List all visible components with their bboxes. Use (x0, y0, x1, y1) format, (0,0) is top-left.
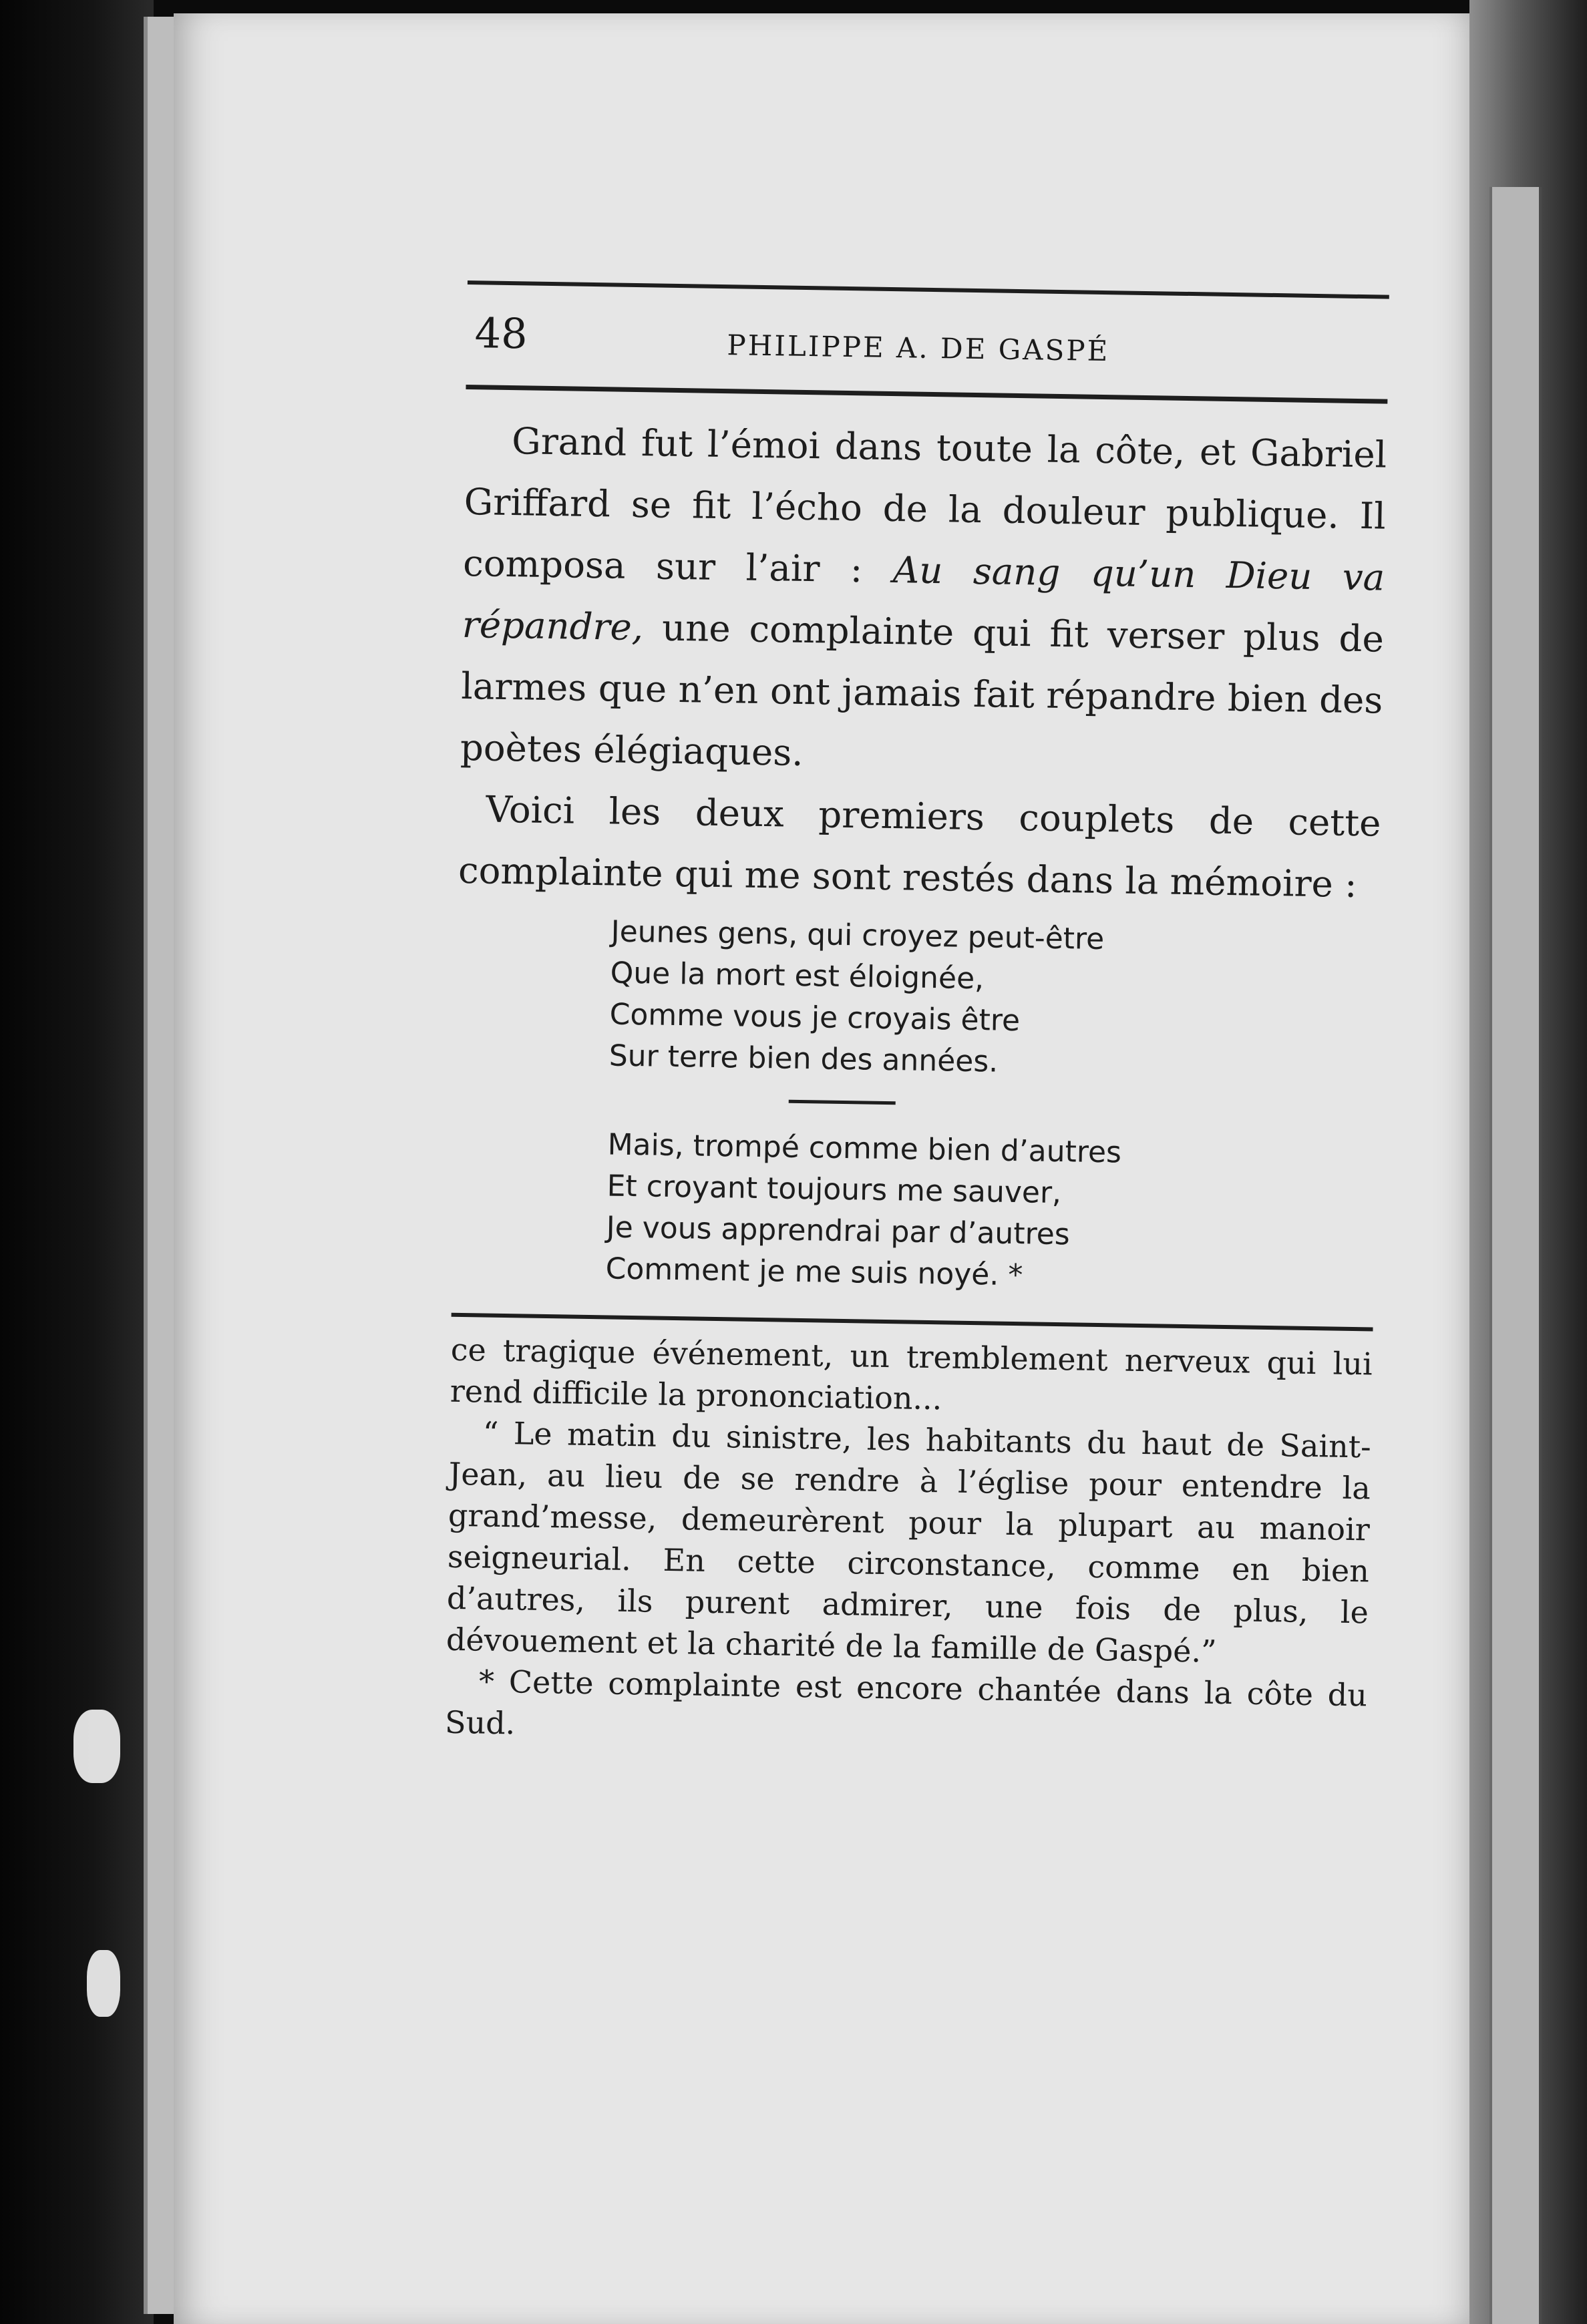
page-number: 48 (474, 309, 528, 359)
body-paragraph-2: Voici les deux premiers couplets de cette complainte qui me sont restés dans la mémoire : (458, 787, 1381, 906)
facing-page-edge (1469, 0, 1587, 2324)
verse-line: Comment je me suis noyé. * (605, 1251, 1023, 1293)
verse-line: Que la mort est éloignée, (610, 956, 985, 996)
body-paragraph-1 (460, 409, 1387, 793)
footnote-quote: “ Le matin du sinistre, les habitants du haut de Saint-Jean, au lieu de se rendre à l’église pour entendre la grand’messe, demeurèrent pour la plupart au manoir seigneurial. En cette circonstance, comme en bien d’autres, ils purent admirer, une fois de plus, le dévouement et la charité de la famille de Gaspé.” (446, 1414, 1372, 1670)
verse-block (608, 911, 1379, 1089)
page-header (466, 284, 1389, 399)
paper-blemish (87, 1950, 120, 2017)
footnote-continuation: ce tragique événement, un tremblement nerveux qui lui rend difficile la prononciation... (450, 1331, 1373, 1417)
footnote-star-note: * Cette complainte est encore chantée dans la côte du Sud. (444, 1663, 1368, 1742)
facing-page-strip (1489, 187, 1542, 2324)
tune-title: Au sang qu’un Dieu va répandre, (462, 548, 1385, 649)
footnote-rule (452, 1313, 1373, 1332)
verse-line: Comme vous je croyais être (609, 997, 1021, 1038)
verse-line: Mais, trompé comme bien d’autres (607, 1127, 1122, 1170)
page-text-block (445, 280, 1389, 1757)
book-binding-shadow (0, 0, 154, 2324)
stanza-divider (789, 1100, 896, 1105)
verse-line: Sur terre bien des années. (608, 1038, 999, 1079)
paragraph-1-text-a: Grand fut l’émoi dans toute la côte, et Gabriel Griffard se fit l’écho de la douleur publique. Il composa sur l’air : (462, 419, 1387, 592)
verse-line: Jeunes gens, qui croyez peut-être (610, 914, 1105, 957)
verse-line: Je vous apprendrai par d’autres (606, 1210, 1071, 1252)
running-title: PHILIPPE A. DE GASPÉ (727, 329, 1110, 368)
paper-blemish (73, 1710, 120, 1783)
verse-block-2 (605, 1124, 1376, 1302)
verse-line: Et croyant toujours me sauver, (606, 1169, 1062, 1211)
paragraph-1-text-b: une complainte qui fit verser plus de larmes que n’en ont jamais fait répandre bien des poètes élégiaques. (460, 606, 1385, 774)
